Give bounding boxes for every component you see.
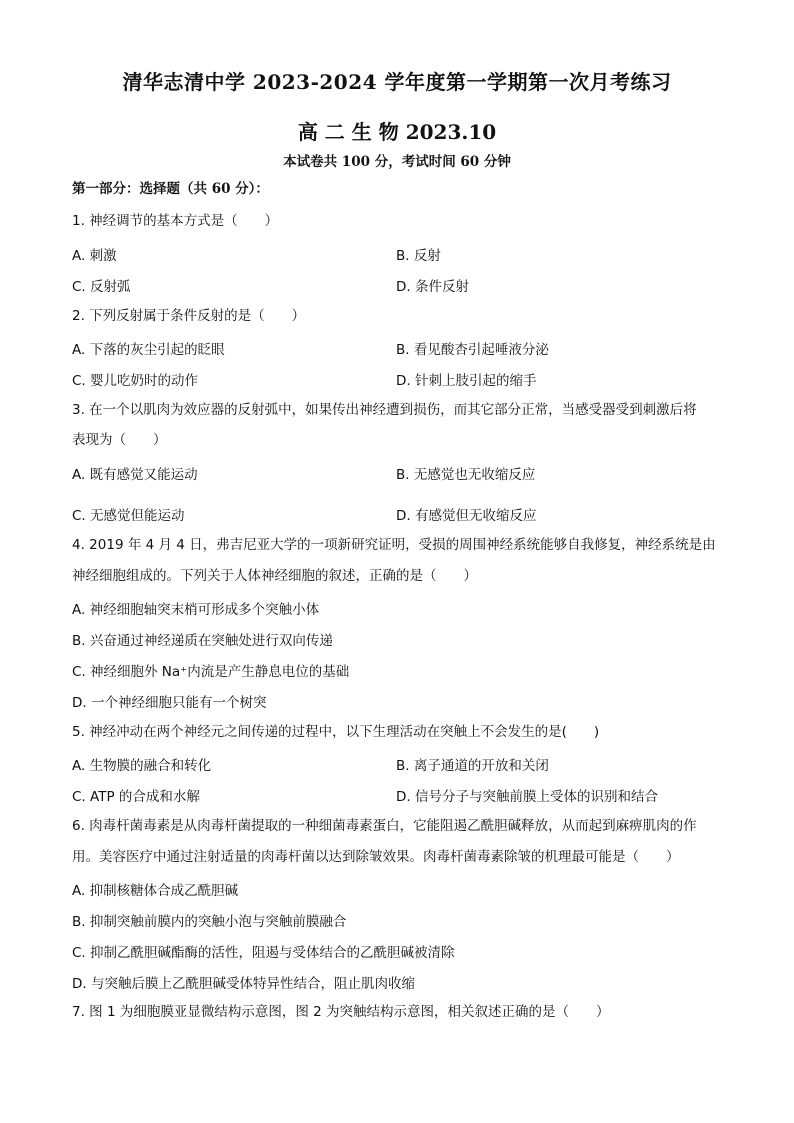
part-heading: 第一部分：选择题（共 60 分）： (72, 181, 269, 197)
option-c: C. ATP 的合成和水解 (72, 789, 200, 805)
option-b: B. 离子通道的开放和关闭 (396, 758, 549, 774)
option-d: D. 有感觉但无收缩反应 (396, 508, 537, 524)
option-d: D. 信号分子与突触前膜上受体的识别和结合 (396, 789, 658, 805)
option-a: A. 抑制核糖体合成乙酰胆碱 (72, 883, 239, 899)
option-a: A. 神经细胞轴突末梢可形成多个突触小体 (72, 602, 320, 618)
option-c: C. 神经细胞外 Na⁺内流是产生静息电位的基础 (72, 664, 350, 680)
question-stem-line-2: 神经细胞组成的。下列关于人体神经细胞的叙述，正确的是（ ） (72, 568, 477, 584)
option-b: B. 反射 (396, 248, 441, 264)
question-stem: 1. 神经调节的基本方式是（ ） (72, 213, 279, 229)
question-stem: 5. 神经冲动在两个神经元之间传递的过程中，以下生理活动在突触上不会发生的是( ) (72, 724, 600, 740)
option-b: B. 无感觉也无收缩反应 (396, 467, 536, 483)
option-b: B. 抑制突触前膜内的突触小泡与突触前膜融合 (72, 914, 347, 930)
exam-title: 清华志清中学 2023-2024 学年度第一学期第一次月考练习 (122, 70, 672, 94)
question-stem: 2. 下列反射属于条件反射的是（ ） (72, 308, 306, 324)
question-stem: 7. 图 1 为细胞膜亚显微结构示意图，图 2 为突触结构示意图，相关叙述正确的是（ ） (72, 1004, 610, 1020)
option-c: C. 婴儿吃奶时的动作 (72, 373, 199, 389)
option-d: D. 与突触后膜上乙酰胆碱受体特异性结合，阻止肌肉收缩 (72, 976, 415, 992)
option-b: B. 看见酸杏引起唾液分泌 (396, 342, 549, 358)
option-d: D. 一个神经细胞只能有一个树突 (72, 695, 267, 711)
option-a: A. 既有感觉又能运动 (72, 467, 198, 483)
question-stem-line-1: 6. 肉毒杆菌毒素是从肉毒杆菌提取的一种细菌毒素蛋白，它能阻遏乙酰胆碱释放，从而起到麻痹肌肉的作 (72, 818, 697, 834)
question-stem-line-2: 用。美容医疗中通过注射适量的肉毒杆菌以达到除皱效果。肉毒杆菌毒素除皱的机理最可能是（ ） (72, 849, 680, 865)
option-d: D. 针刺上肢引起的缩手 (396, 373, 537, 389)
exam-note: 本试卷共 100 分，考试时间 60 分钟 (283, 154, 511, 170)
question-stem-line-1: 4. 2019 年 4 月 4 日，弗吉尼亚大学的一项新研究证明，受损的周围神经系统能够自我修复，神经系统是由 (72, 537, 716, 553)
option-c: C. 抑制乙酰胆碱酯酶的活性，阻遏与受体结合的乙酰胆碱被清除 (72, 945, 455, 961)
option-c: C. 无感觉但能运动 (72, 508, 185, 524)
question-stem-line-2: 表现为（ ） (72, 432, 167, 448)
option-a: A. 生物膜的融合和转化 (72, 758, 212, 774)
option-d: D. 条件反射 (396, 279, 469, 295)
exam-subtitle: 高 二 生 物 2023.10 (297, 120, 497, 144)
option-a: A. 下落的灰尘引起的眨眼 (72, 342, 225, 358)
option-b: B. 兴奋通过神经递质在突触处进行双向传递 (72, 633, 333, 649)
option-a: A. 刺激 (72, 248, 117, 264)
question-stem-line-1: 3. 在一个以肌肉为效应器的反射弧中，如果传出神经遭到损伤，而其它部分正常，当感受器受到刺激后将 (72, 402, 697, 418)
option-c: C. 反射弧 (72, 279, 131, 295)
